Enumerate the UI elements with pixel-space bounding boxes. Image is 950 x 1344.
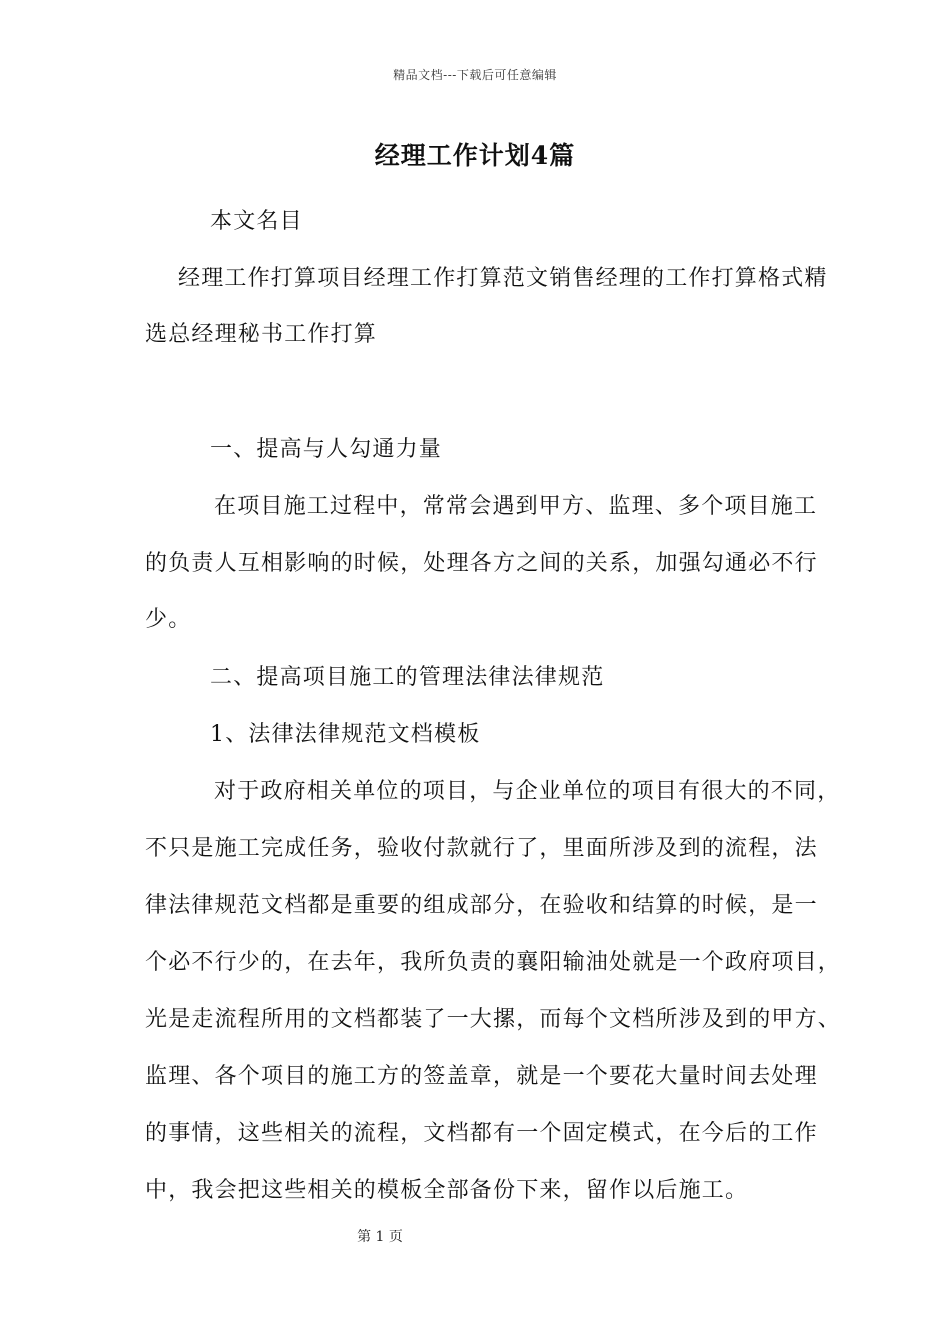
- body-text-line: 少。: [145, 607, 192, 632]
- body-text-line: 不只是施工完成任务，验收付款就行了，里面所涉及到的流程，法: [145, 836, 818, 861]
- toc-text-line: 选总经理秘书工作打算: [145, 322, 378, 347]
- document-title: 经理工作计划4篇: [374, 141, 576, 170]
- toc-text-line: 经理工作打算项目经理工作打算范文销售经理的工作打算格式精: [178, 266, 828, 291]
- body-text-line: 光是走流程所用的文档都装了一大摞，而每个文档所涉及到的甲方、: [145, 1007, 842, 1032]
- body-text-line: 对于政府相关单位的项目，与企业单位的项目有很大的不同，: [214, 779, 841, 804]
- page-number: 第 1 页: [357, 1229, 403, 1245]
- body-text-line: 的事情，这些相关的流程，文档都有一个固定模式，在今后的工作: [145, 1121, 818, 1146]
- toc-heading: 本文名目: [210, 209, 303, 234]
- body-text-line: 的负责人互相影响的时候，处理各方之间的关系，加强勾通必不行: [145, 551, 818, 576]
- body-text-line: 律法律规范文档都是重要的组成部分，在验收和结算的时候，是一: [145, 893, 818, 918]
- page-header: 精品文档---下载后可任意编辑: [393, 68, 557, 82]
- body-text-line: 中，我会把这些相关的模板全部备份下来，留作以后施工。: [145, 1178, 749, 1203]
- body-text-line: 在项目施工过程中，常常会遇到甲方、监理、多个项目施工: [214, 494, 818, 519]
- body-text-line: 监理、各个项目的施工方的签盖章，就是一个要花大量时间去处理: [145, 1064, 818, 1089]
- section-heading: 二、提高项目施工的管理法律法律规范: [210, 665, 605, 690]
- subsection-heading: 1、法律法律规范文档模板: [210, 722, 481, 747]
- section-heading: 一、提高与人勾通力量: [210, 437, 443, 462]
- body-text-line: 个必不行少的，在去年，我所负责的襄阳输油处就是一个政府项目，: [145, 950, 842, 975]
